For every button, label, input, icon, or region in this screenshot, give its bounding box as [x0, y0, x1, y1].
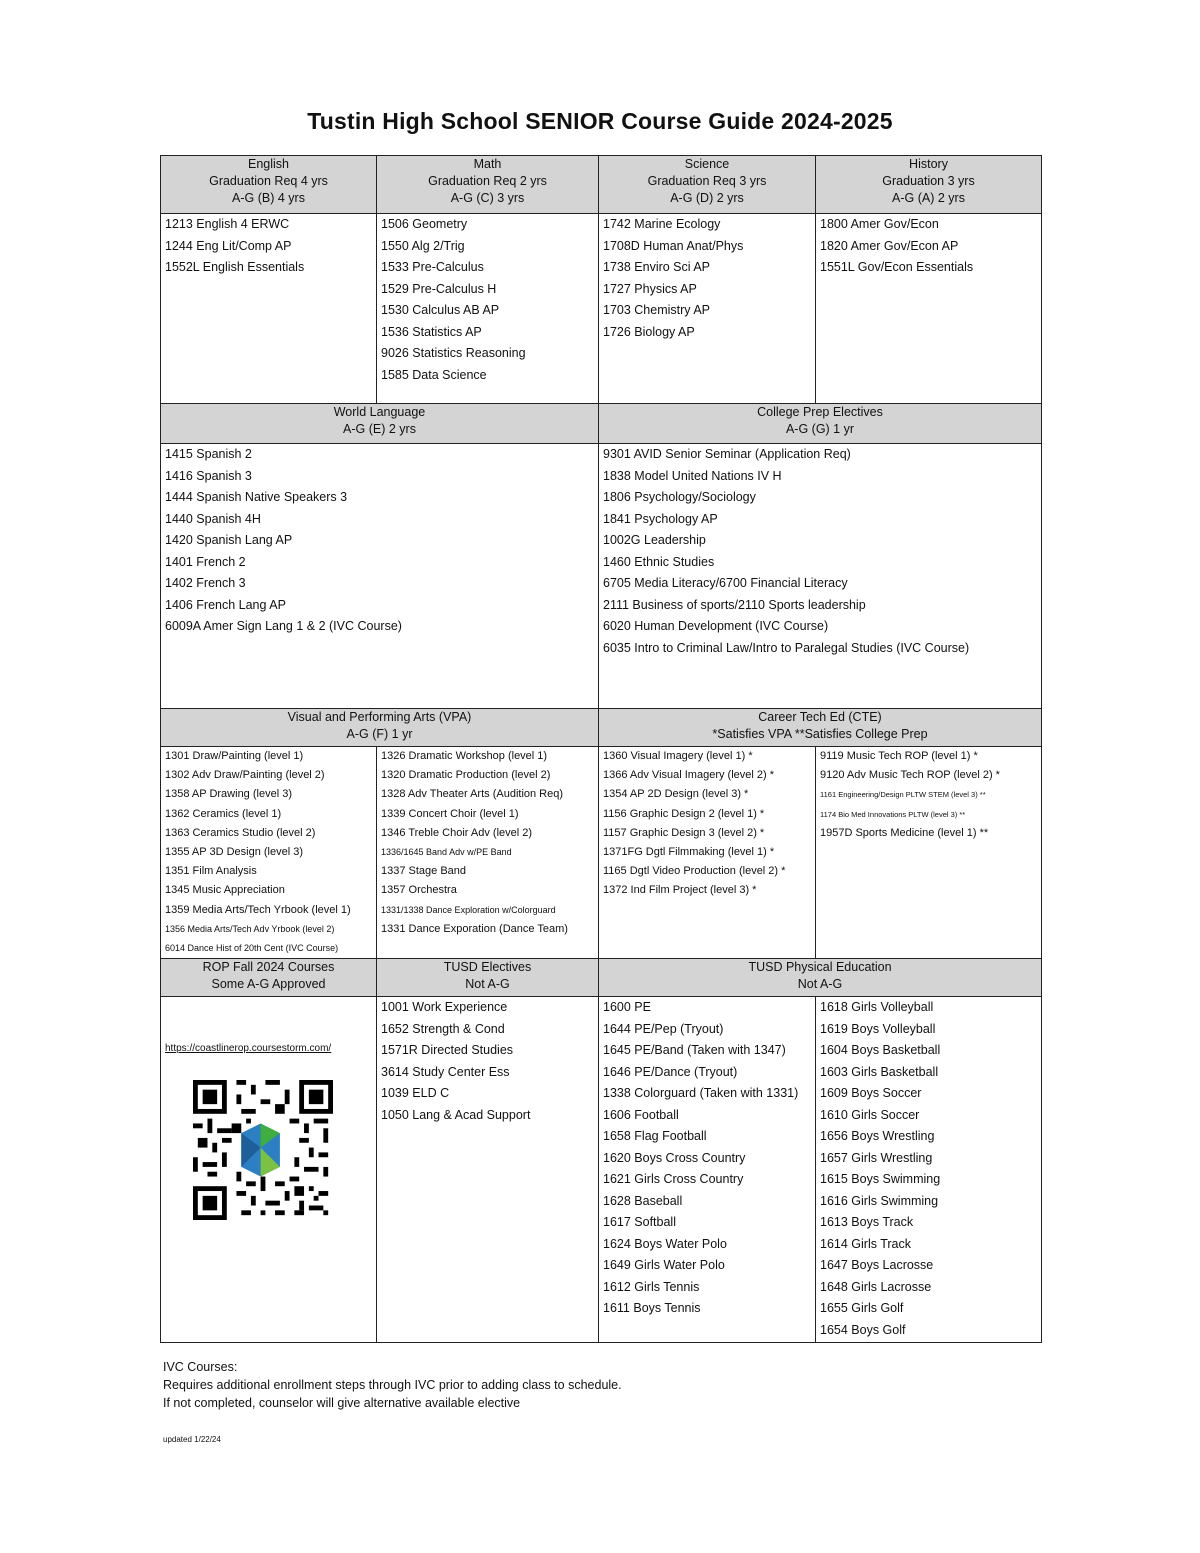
list-item: 1726 Biology AP — [603, 324, 695, 339]
list-item: 1331 Dance Exporation (Dance Team) — [381, 922, 568, 935]
history-course-list — [816, 214, 1042, 404]
list-item: 1339 Concert Choir (level 1) — [381, 807, 519, 820]
list-item: 1647 Boys Lacrosse — [820, 1258, 934, 1273]
list-item: 1362 Ceramics (level 1) — [165, 807, 282, 820]
list-item: 2111 Business of sports/2110 Sports leadership — [603, 597, 866, 612]
page-title: Tustin High School SENIOR Course Guide 2024-2025 — [307, 108, 893, 134]
tusd-pe-course-list-2 — [816, 997, 1042, 1343]
list-item: 1355 AP 3D Design (level 3) — [165, 846, 303, 859]
math-header: Math Graduation Req 2 yrs A-G (C) 3 yrs — [377, 156, 599, 214]
list-item: 1609 Boys Soccer — [820, 1086, 922, 1101]
math-course-list — [377, 214, 599, 404]
cte-course-list-2 — [816, 747, 1042, 959]
list-item: 1529 Pre-Calculus H — [381, 281, 497, 296]
list-item: 1406 French Lang AP — [165, 597, 286, 612]
list-item: 1320 Dramatic Production (level 2) — [381, 769, 551, 782]
rop-header: ROP Fall 2024 Courses Some A-G Approved — [161, 959, 377, 997]
list-item: 1533 Pre-Calculus — [381, 260, 484, 274]
list-item: 1644 PE/Pep (Tryout) — [603, 1021, 724, 1036]
tusd-pe-header: TUSD Physical Education Not A-G — [599, 959, 1042, 997]
list-item: 9301 AVID Senior Seminar (Application Req) — [603, 447, 851, 461]
list-item: 1617 Softball — [603, 1215, 676, 1230]
qr-code-icon — [193, 1080, 333, 1220]
list-item: 1165 Dgtl Video Production (level 2) * — [603, 865, 786, 878]
list-item: 1614 Girls Track — [820, 1236, 912, 1251]
list-item: 1331/1338 Dance Exploration w/Colorguard — [381, 904, 556, 915]
list-item: 1738 Enviro Sci AP — [603, 260, 711, 274]
list-item: 1360 Visual Imagery (level 1) * — [603, 750, 753, 762]
list-item: 1359 Media Arts/Tech Yrbook (level 1) — [165, 903, 351, 916]
list-item: 1616 Girls Swimming — [820, 1193, 939, 1208]
list-item: 9120 Adv Music Tech ROP (level 2) * — [820, 769, 1000, 782]
list-item: 1550 Alg 2/Trig — [381, 238, 465, 253]
list-item: 1213 English 4 ERWC — [165, 217, 290, 231]
list-item: 6035 Intro to Criminal Law/Intro to Paralegal Studies (IVC Course) — [603, 640, 970, 655]
list-item: 1658 Flag Football — [603, 1129, 707, 1144]
list-item: 1345 Music Appreciation — [165, 884, 285, 897]
tusd-pe-course-list-1 — [599, 997, 816, 1343]
list-item: 1530 Calculus AB AP — [381, 303, 500, 317]
list-item: 1328 Adv Theater Arts (Audition Req) — [381, 788, 564, 801]
english-header: English Graduation Req 4 yrs A-G (B) 4 yrs — [161, 156, 377, 214]
list-item: 1615 Boys Swimming — [820, 1172, 941, 1187]
science-header: Science Graduation Req 3 yrs A-G (D) 2 yrs — [599, 156, 816, 214]
list-item: 1612 Girls Tennis — [603, 1279, 700, 1294]
list-item: 1326 Dramatic Workshop (level 1) — [381, 750, 548, 762]
list-item: 1039 ELD C — [381, 1086, 450, 1101]
list-item: 1806 Psychology/Sociology — [603, 490, 756, 504]
ivc-notes-line-1: Requires additional enrollment steps through IVC prior to adding class to schedule. — [163, 1378, 622, 1392]
list-item: 1657 Girls Wrestling — [820, 1150, 933, 1165]
rop-link[interactable]: https://coastlinerop.coursestorm.com/ — [165, 1043, 332, 1055]
history-header: History Graduation 3 yrs A-G (A) 2 yrs — [816, 156, 1042, 214]
list-item: 1001 Work Experience — [381, 1000, 508, 1015]
science-course-list — [599, 214, 816, 404]
tusd-electives-header: TUSD Electives Not A-G — [377, 959, 599, 997]
list-item: 1619 Boys Volleyball — [820, 1021, 936, 1036]
list-item: 1708D Human Anat/Phys — [603, 238, 744, 253]
list-item: 1652 Strength & Cond — [381, 1021, 505, 1036]
college-prep-header: College Prep Electives A-G (G) 1 yr — [599, 404, 1042, 444]
list-item: 1357 Orchestra — [381, 884, 457, 897]
list-item: 9026 Statistics Reasoning — [381, 346, 526, 360]
list-item: 1050 Lang & Acad Support — [381, 1107, 531, 1122]
vpa-course-list-1 — [161, 747, 377, 959]
list-item: 1645 PE/Band (Taken with 1347) — [603, 1043, 786, 1058]
list-item: 1571R Directed Studies — [381, 1043, 514, 1058]
list-item: 1610 Girls Soccer — [820, 1107, 920, 1122]
list-item: 1356 Media Arts/Tech Adv Yrbook (level 2) — [165, 923, 335, 934]
list-item: 6009A Amer Sign Lang 1 & 2 (IVC Course) — [165, 619, 402, 633]
list-item: 1351 Film Analysis — [165, 865, 257, 878]
list-item: 1372 Ind Film Project (level 3) * — [603, 884, 757, 897]
list-item: 1301 Draw/Painting (level 1) — [165, 750, 304, 762]
list-item: 1838 Model United Nations IV H — [603, 468, 782, 483]
list-item: 1363 Ceramics Studio (level 2) — [165, 826, 316, 839]
cte-course-list-1 — [599, 747, 816, 959]
list-item: 1606 Football — [603, 1107, 679, 1122]
list-item: 1536 Statistics AP — [381, 324, 482, 339]
list-item: 1649 Girls Water Polo — [603, 1258, 725, 1273]
ivc-notes-line-2: If not completed, counselor will give alternative available elective — [163, 1396, 521, 1410]
list-item: 1401 French 2 — [165, 554, 246, 569]
list-item: 1742 Marine Ecology — [603, 217, 721, 231]
list-item: 1415 Spanish 2 — [165, 447, 252, 461]
list-item: 6020 Human Development (IVC Course) — [603, 619, 829, 633]
list-item: 1174 Bio Med Innovations PLTW (level 3) ** — [820, 809, 966, 819]
list-item: 1161 Engineering/Design PLTW STEM (level 3) ** — [820, 790, 986, 800]
vpa-course-list-2 — [377, 747, 599, 959]
list-item: 6705 Media Literacy/6700 Financial Literacy — [603, 576, 848, 590]
list-item: 1416 Spanish 3 — [165, 468, 252, 483]
list-item: 1957D Sports Medicine (level 1) ** — [820, 826, 989, 839]
list-item: 1358 AP Drawing (level 3) — [165, 788, 292, 801]
english-course-list — [161, 214, 377, 404]
list-item: 1613 Boys Track — [820, 1215, 914, 1230]
list-item: 1302 Adv Draw/Painting (level 2) — [165, 769, 325, 782]
list-item: 1603 Girls Basketball — [820, 1064, 939, 1079]
ivc-notes-label: IVC Courses: — [163, 1360, 238, 1374]
list-item: 1002G Leadership — [603, 533, 706, 547]
list-item: 1646 PE/Dance (Tryout) — [603, 1064, 738, 1079]
list-item: 1354 AP 2D Design (level 3) * — [603, 788, 749, 801]
list-item: 1800 Amer Gov/Econ — [820, 217, 939, 231]
vpa-header: Visual and Performing Arts (VPA) A-G (F) 1 yr — [161, 709, 599, 747]
ivc-notes — [163, 1358, 622, 1412]
list-item: 1336/1645 Band Adv w/PE Band — [381, 847, 512, 858]
list-item: 1337 Stage Band — [381, 865, 467, 878]
world-language-course-list — [161, 444, 599, 709]
list-item: 3614 Study Center Ess — [381, 1064, 510, 1079]
list-item: 1244 Eng Lit/Comp AP — [165, 238, 292, 253]
list-item: 1585 Data Science — [381, 367, 487, 382]
course-guide-table — [160, 155, 1042, 1343]
list-item: 1628 Baseball — [603, 1193, 683, 1208]
cte-header: Career Tech Ed (CTE) *Satisfies VPA **Satisfies College Prep — [599, 709, 1042, 747]
list-item: 1703 Chemistry AP — [603, 303, 710, 317]
list-item: 1648 Girls Lacrosse — [820, 1279, 932, 1294]
list-item: 1551L Gov/Econ Essentials — [820, 260, 974, 274]
list-item: 1654 Boys Golf — [820, 1322, 906, 1337]
world-language-header: World Language A-G (E) 2 yrs — [161, 404, 599, 444]
list-item: 1444 Spanish Native Speakers 3 — [165, 490, 348, 504]
rop-cell — [161, 997, 377, 1343]
list-item: 1460 Ethnic Studies — [603, 554, 715, 569]
list-item: 1338 Colorguard (Taken with 1331) — [603, 1086, 799, 1101]
list-item: 6014 Dance Hist of 20th Cent (IVC Course) — [165, 943, 339, 954]
tusd-electives-course-list — [377, 997, 599, 1343]
list-item: 1727 Physics AP — [603, 281, 697, 296]
list-item: 1600 PE — [603, 1000, 651, 1015]
updated-date: updated 1/22/24 — [163, 1435, 221, 1444]
list-item: 1820 Amer Gov/Econ AP — [820, 238, 959, 253]
list-item: 1346 Treble Choir Adv (level 2) — [381, 826, 533, 839]
list-item: 1402 French 3 — [165, 576, 246, 590]
list-item: 1440 Spanish 4H — [165, 511, 261, 526]
list-item: 1371FG Dgtl Filmmaking (level 1) * — [603, 846, 775, 859]
list-item: 1366 Adv Visual Imagery (level 2) * — [603, 769, 774, 782]
list-item: 1156 Graphic Design 2 (level 1) * — [603, 807, 765, 820]
list-item: 1420 Spanish Lang AP — [165, 533, 293, 547]
list-item: 1506 Geometry — [381, 217, 468, 231]
list-item: 1604 Boys Basketball — [820, 1043, 941, 1058]
list-item: 1624 Boys Water Polo — [603, 1236, 727, 1251]
list-item: 1552L English Essentials — [165, 260, 305, 274]
list-item: 1611 Boys Tennis — [603, 1301, 701, 1316]
list-item: 9119 Music Tech ROP (level 1) * — [820, 750, 978, 762]
list-item: 1618 Girls Volleyball — [820, 1000, 934, 1015]
list-item: 1841 Psychology AP — [603, 511, 718, 526]
list-item: 1621 Girls Cross Country — [603, 1172, 744, 1187]
list-item: 1157 Graphic Design 3 (level 2) * — [603, 826, 765, 839]
list-item: 1656 Boys Wrestling — [820, 1129, 935, 1144]
list-item: 1655 Girls Golf — [820, 1301, 904, 1316]
college-prep-course-list — [599, 444, 1042, 709]
list-item: 1620 Boys Cross Country — [603, 1150, 746, 1165]
